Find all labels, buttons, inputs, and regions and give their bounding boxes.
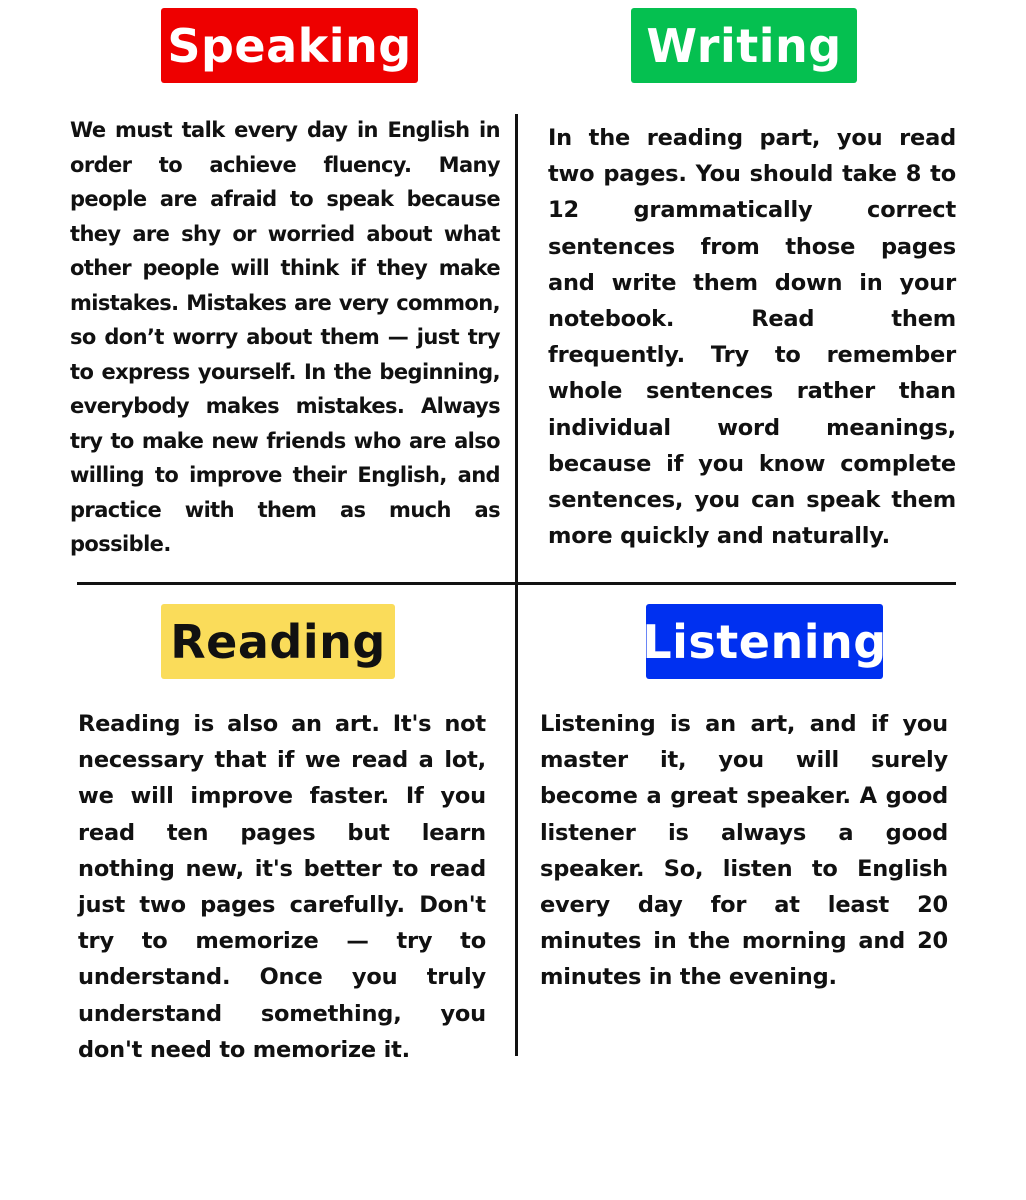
reading-text: Reading is also an art. It's not necessary that if we read a lot, we will improve faster. If you read ten pages but learn nothing new, it's better to read just two pages carefully. Don't try to memorize — try to understand. Once you truly understand something, you don't need to memorize it. [78, 711, 486, 1063]
reading-title: Reading [161, 604, 395, 679]
horizontal-divider [77, 582, 956, 585]
vertical-divider [515, 114, 518, 1056]
writing-text: In the reading part, you read two pages. You should take 8 to 12 grammatically correct sentences from those pages and write them down in your notebook. Read them frequently. Try to remember whole sentences rather than individual word meanings, because if you know complete sentences, you can speak them more quickly and naturally. [548, 125, 956, 550]
writing-title: Writing [631, 8, 857, 83]
listening-title: Listening [646, 604, 883, 679]
speaking-text: We must talk every day in English in order to achieve fluency. Many people are afraid to speak because they are shy or worried about what other people will think if they make mistakes. Mistakes are very common, so don’t worry about them — just try to express yourself. In the beginning, everybody makes mistakes. Always try to make new friends who are also willing to improve their English, and practice with them as much as possible. [70, 118, 500, 556]
listening-text: Listening is an art, and if you master it, you will surely become a great speaker. A good listener is always a good speaker. So, listen to English every day for at least 20 minutes in the morning and 20 minutes in the evening. [540, 711, 948, 991]
speaking-title: Speaking [161, 8, 418, 83]
